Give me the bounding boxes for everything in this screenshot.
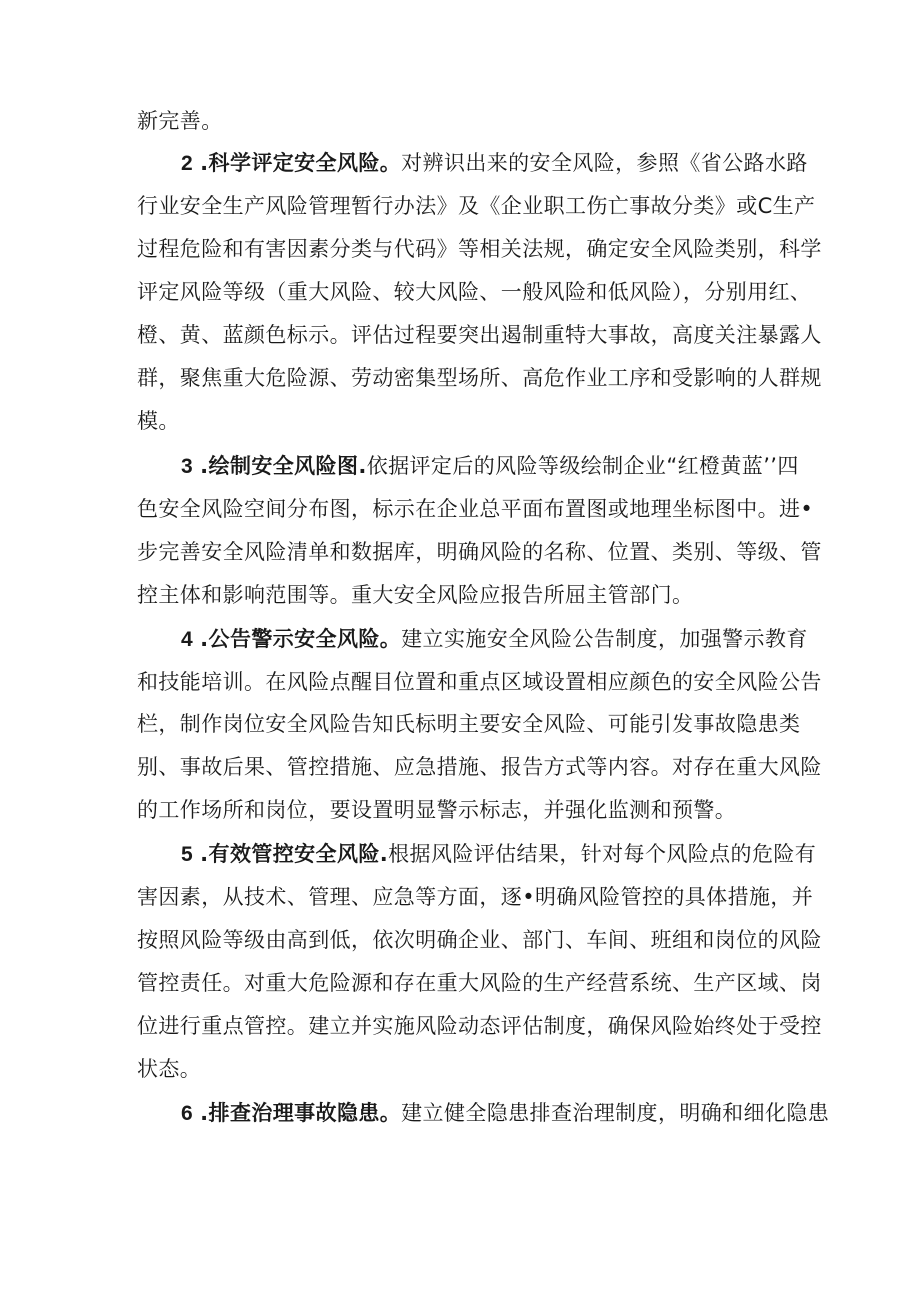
text-line: 按照风险等级由高到低，依次明确企业、部门、车间、班组和岗位的风险 (137, 928, 822, 952)
text-line: 状态。 (137, 1057, 202, 1081)
text-line: 的工作场所和岗位，要设置明显警示标志，并强化监测和预警。 (137, 798, 737, 822)
text-line: 新完善。 (137, 109, 223, 133)
text-line: 模。 (137, 409, 180, 433)
text-line: 管控责任。对重大危险源和存在重大风险的生产经营系统、生产区域、岗 (137, 971, 822, 995)
text-line: 评定风险等级（重大风险、较大风险、一般风险和低风险），分别用红、 (137, 280, 812, 304)
paragraph-heading: .有效管控安全风险. (200, 842, 389, 866)
paragraph-number: 5 (181, 843, 194, 866)
paragraph-text: 依据评定后的风险等级绘制企业“红橙黄蓝’’四 (366, 454, 799, 478)
text-line: 橙、黄、蓝颜色标示。评估过程要突出遏制重特大事故，高度关注暴露人 (137, 323, 822, 347)
text-line: 栏，制作岗位安全风险告知氏标明主要安全风险、可能引发事故隐患类 (137, 712, 801, 736)
paragraph-number: 6 (181, 1102, 194, 1125)
paragraph-heading: .科学评定安全风险。 (200, 151, 402, 175)
text-line: 行业安全生产风险管理暂行办法》及《企业职工伤亡事故分类》或C生产 (137, 194, 816, 218)
paragraph-heading: .绘制安全风险图. (200, 454, 367, 478)
text-line: 控主体和影响范围等。重大安全风险应报告所屈主管部门。 (137, 583, 694, 607)
paragraph-4-first-line (181, 624, 808, 654)
text-line: 位进行重点管控。建立并实施风险动态评估制度，确保风险始终处于受控 (137, 1014, 822, 1038)
paragraph-6-first-line (181, 1098, 829, 1128)
text-line: 群，聚焦重大危险源、劳动密集型场所、高危作业工序和受影响的人群规 (137, 366, 822, 390)
text-line: 和技能培训。在风险点醒目位置和重点区域设置相应颜色的安全风险公告 (137, 670, 822, 694)
paragraph-heading: .公告警示安全风险。 (200, 627, 402, 651)
text-line: 害因素，从技术、管理、应急等方面，逐•明确风险管控的具体措施，并 (137, 885, 814, 909)
paragraph-5-first-line (181, 839, 816, 869)
text-line: 过程危险和有害因素分类与代码》等相关法规，确定安全风险类别，科学 (137, 237, 822, 261)
paragraph-number: 2 (181, 152, 194, 175)
paragraph-2-first-line (181, 148, 808, 178)
paragraph-text: 对辨识出来的安全风险，参照《省公路水路 (401, 151, 808, 175)
paragraph-3-first-line (181, 451, 799, 481)
paragraph-text: 建立健全隐患排查治理制度，明确和细化隐患 (401, 1101, 830, 1125)
paragraph-text: 根据风险评估结果，针对每个风险点的危险有 (388, 842, 817, 866)
text-line: 色安全风险空间分布图，标示在企业总平面布置图或地理坐标图中。进• (137, 497, 814, 521)
paragraph-heading: .排查治理事故隐患。 (200, 1101, 402, 1125)
paragraph-number: 4 (181, 628, 194, 651)
paragraph-text: 建立实施安全风险公告制度，加强警示教育 (401, 627, 808, 651)
text-line: 步完善安全风险清单和数据库，明确风险的名称、位置、类别、等级、管 (137, 540, 822, 564)
paragraph-number: 3 (181, 455, 194, 478)
text-line: 别、事故后果、管控措施、应急措施、报告方式等内容。对存在重大风险 (137, 755, 822, 779)
